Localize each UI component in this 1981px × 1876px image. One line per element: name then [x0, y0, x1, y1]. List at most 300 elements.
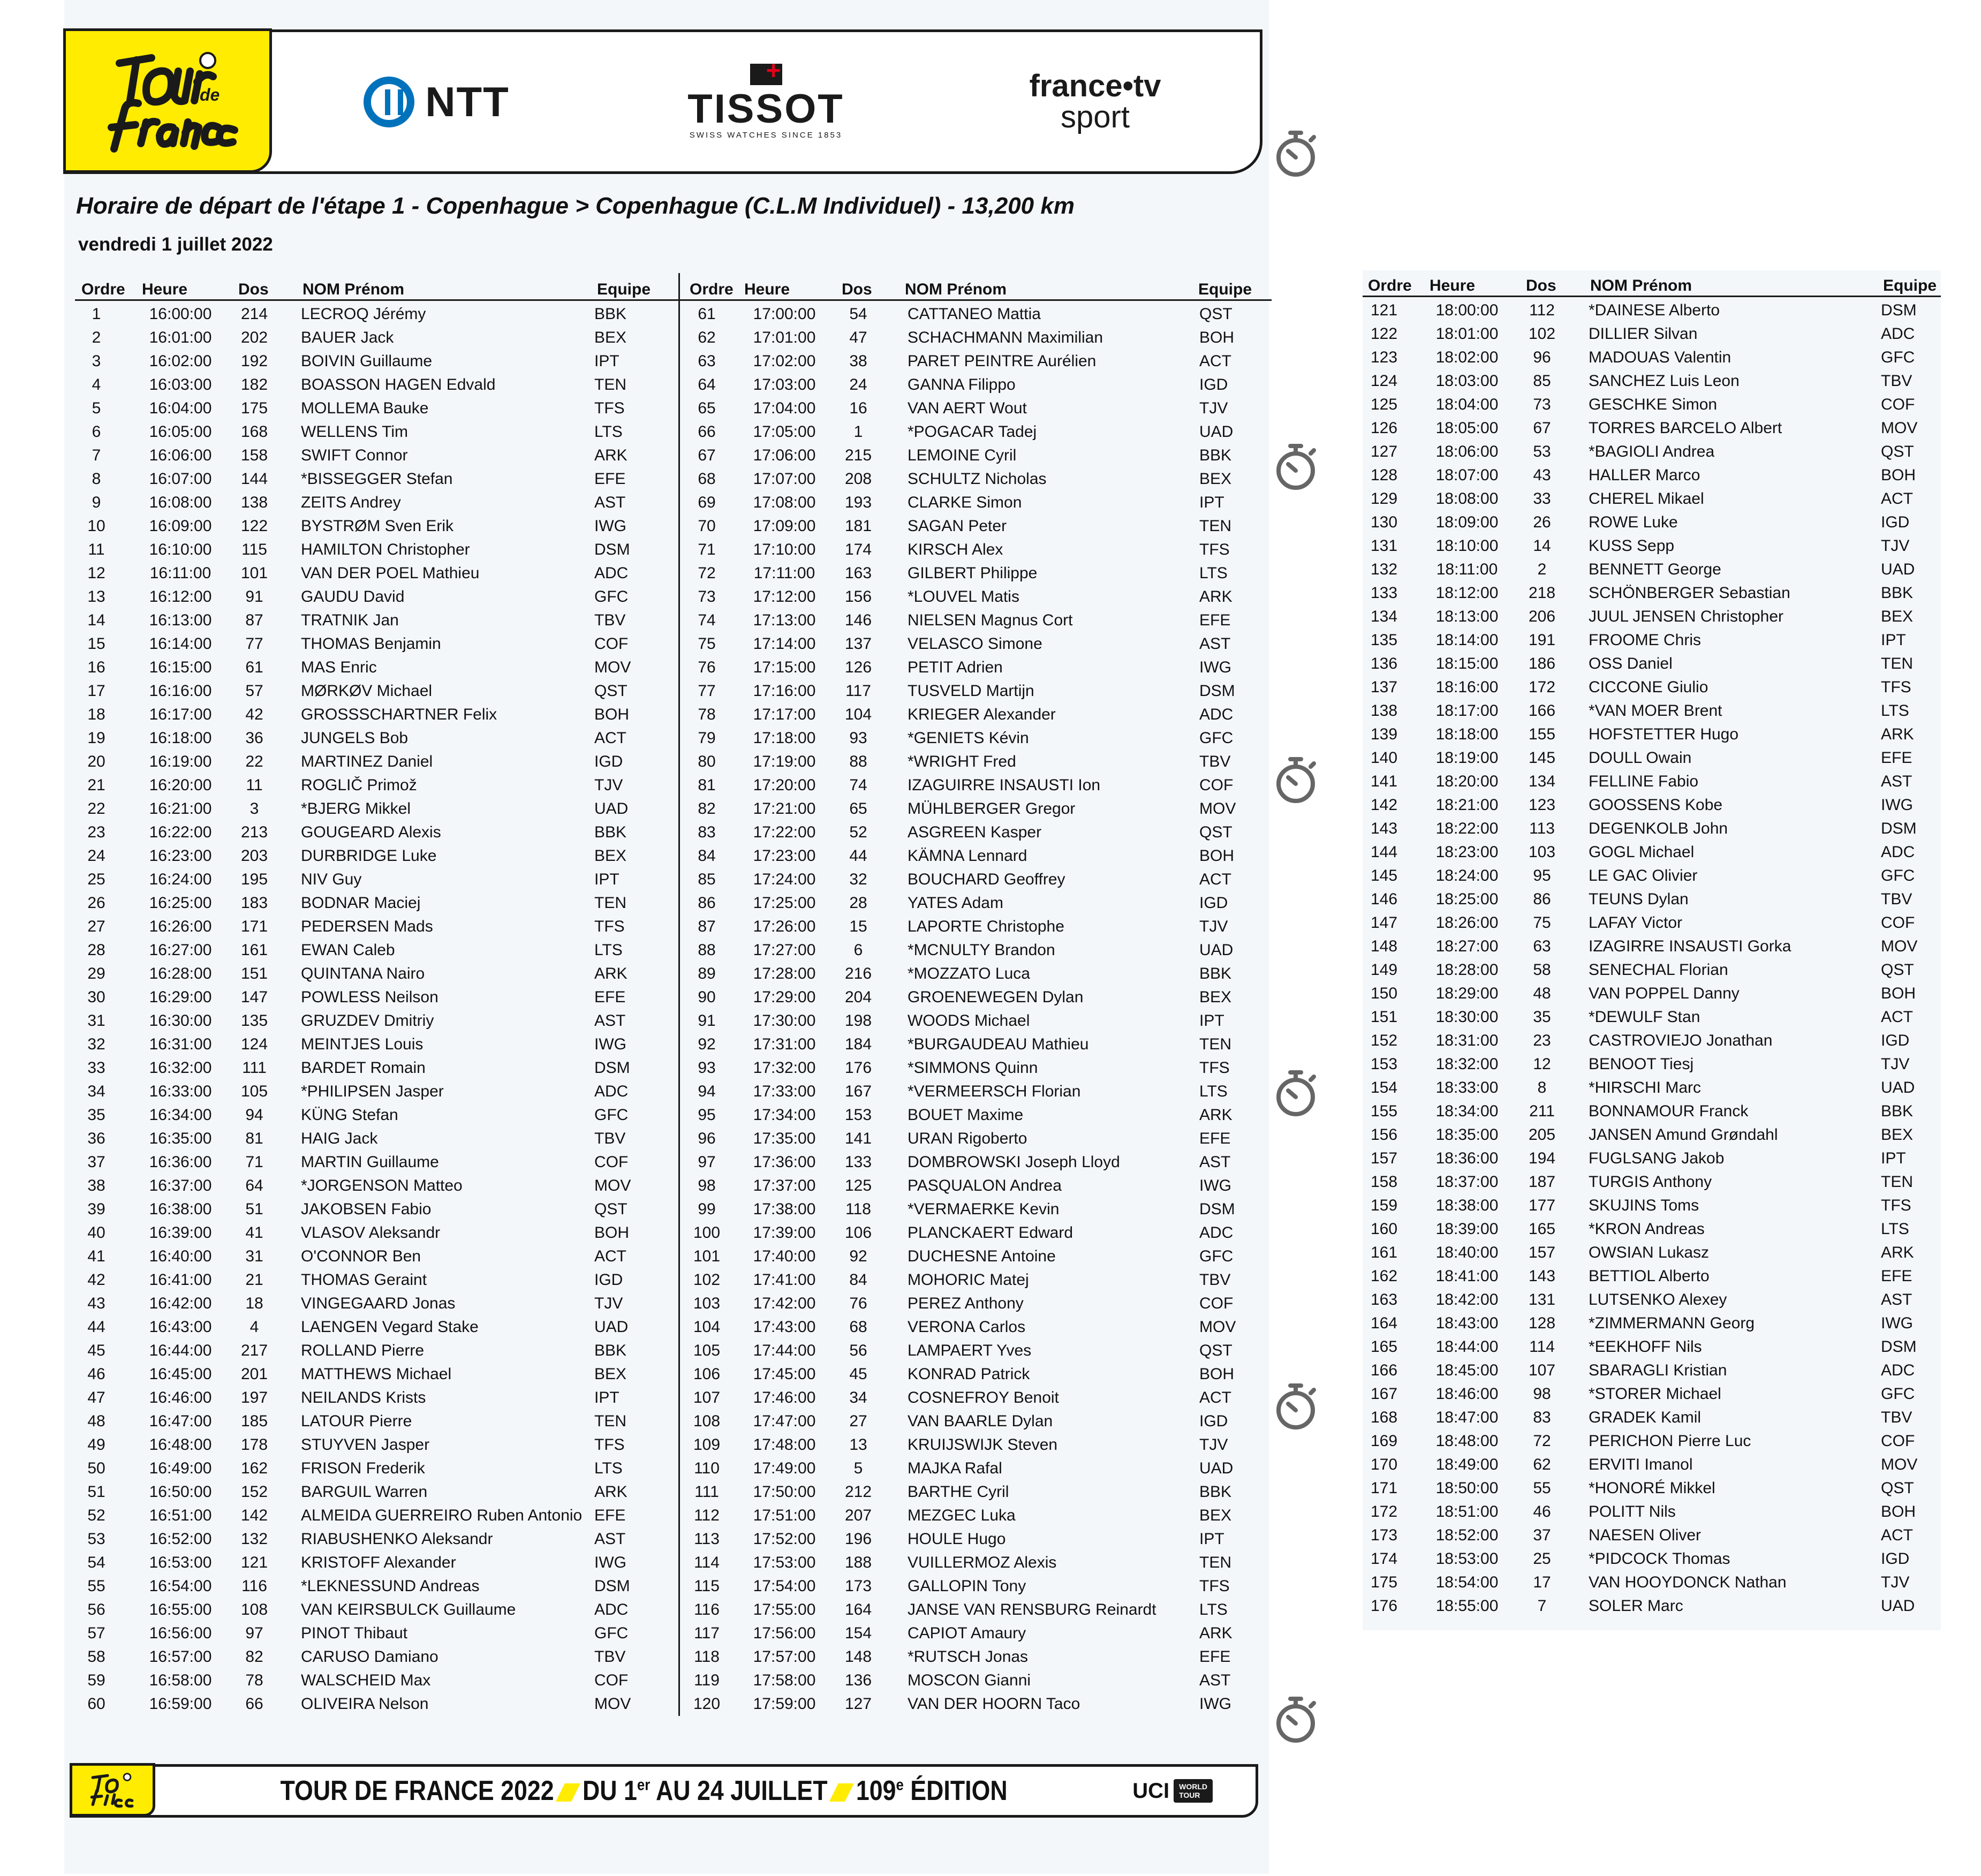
table-row: [75, 1105, 737, 1129]
rider-name: CASTROVIEJO Jonathan: [1589, 1032, 1773, 1049]
table-row: [1363, 536, 1941, 559]
rider-team: ACT: [594, 729, 626, 747]
rider-dos: 71: [245, 1153, 263, 1171]
rider-dos: 28: [849, 894, 867, 912]
table-row: [685, 375, 1272, 398]
rider-heure: 17:10:00: [753, 541, 816, 558]
rider-team: AST: [1199, 635, 1231, 653]
rider-name: SOLER Marc: [1589, 1597, 1683, 1615]
rider-ordre: 147: [1370, 914, 1398, 932]
rider-name: WELLENS Tim: [301, 423, 409, 441]
table-row: [75, 469, 737, 493]
rider-dos: 106: [844, 1224, 872, 1242]
tissot-tagline: SWISS WATCHES SINCE 1853: [689, 131, 843, 140]
rider-name: VAN DER HOORN Taco: [908, 1695, 1080, 1713]
table-row: [685, 869, 1272, 893]
rider-name: SCHACHMANN Maximilian: [908, 329, 1103, 346]
rider-ordre: 10: [87, 517, 105, 535]
rider-team: EFE: [594, 988, 626, 1006]
table-row: [685, 775, 1272, 799]
rider-dos: 138: [240, 494, 268, 511]
rider-ordre: 20: [87, 753, 105, 770]
table-row: [75, 1081, 737, 1105]
table-row: [75, 964, 737, 987]
rider-team: AST: [594, 494, 626, 511]
rider-heure: 16:48:00: [149, 1436, 212, 1454]
rider-name: *BAGIOLI Andrea: [1589, 443, 1715, 460]
table-row: [1363, 1078, 1941, 1101]
rider-ordre: 118: [694, 1648, 720, 1666]
rider-ordre: 110: [694, 1459, 720, 1477]
rider-ordre: 54: [87, 1554, 105, 1571]
rider-dos: 52: [849, 823, 867, 841]
rider-team: IGD: [1881, 513, 1910, 531]
rider-dos: 16: [849, 399, 867, 417]
rider-name: FRISON Frederik: [301, 1459, 425, 1477]
rider-name: BYSTRØM Sven Erik: [301, 517, 454, 535]
rider-team: GFC: [1199, 1247, 1234, 1265]
rider-heure: 16:40:00: [149, 1247, 212, 1265]
rider-heure: 16:17:00: [149, 706, 212, 723]
table-row: [75, 705, 737, 728]
rider-heure: 17:23:00: [753, 847, 816, 865]
rider-team: TFS: [1199, 1059, 1230, 1077]
rider-heure: 18:09:00: [1435, 513, 1499, 531]
rider-name: FELLINE Fabio: [1589, 773, 1699, 790]
rider-name: DILLIER Silvan: [1589, 325, 1698, 343]
rider-ordre: 47: [87, 1389, 105, 1406]
rider-name: PLANCKAERT Edward: [908, 1224, 1073, 1242]
rider-dos: 136: [844, 1671, 872, 1689]
rider-team: DSM: [594, 1577, 630, 1595]
header-ordre: Ordre: [1368, 277, 1412, 294]
rider-heure: 18:03:00: [1435, 372, 1499, 390]
rider-dos: 73: [1533, 396, 1551, 413]
rider-name: BENNETT George: [1589, 561, 1721, 578]
table-row: [75, 1411, 737, 1435]
table-row: [1363, 1360, 1941, 1384]
rider-ordre: 105: [693, 1342, 721, 1359]
rider-heure: 16:43:00: [149, 1318, 212, 1336]
rider-ordre: 158: [1370, 1173, 1398, 1191]
rider-dos: 196: [844, 1530, 872, 1548]
rider-team: BOH: [1881, 1503, 1916, 1521]
rider-name: *JORGENSON Matteo: [301, 1177, 463, 1194]
table-row: [1363, 1549, 1941, 1572]
table-row: [1363, 442, 1941, 465]
table-row: [685, 540, 1272, 563]
rider-dos: 218: [1528, 584, 1556, 602]
rider-ordre: 7: [92, 447, 101, 464]
rider-team: BEX: [1199, 1507, 1232, 1524]
rider-team: ADC: [1199, 706, 1234, 723]
rider-team: MOV: [594, 1695, 631, 1713]
rider-team: BBK: [594, 1342, 627, 1359]
rider-dos: 165: [1528, 1220, 1556, 1238]
rider-heure: 16:27:00: [149, 941, 212, 959]
rider-heure: 17:27:00: [753, 941, 816, 959]
rider-heure: 16:19:00: [149, 753, 212, 770]
rider-dos: 128: [1528, 1314, 1556, 1332]
table-row: [1363, 583, 1941, 607]
rider-dos: 12: [1533, 1055, 1551, 1073]
footer-tdf-logo: [70, 1763, 155, 1817]
rider-heure: 18:28:00: [1435, 961, 1499, 979]
rider-name: SCHULTZ Nicholas: [908, 470, 1047, 488]
rider-team: ARK: [1199, 588, 1233, 606]
table-row: [1363, 1031, 1941, 1054]
rider-dos: 207: [844, 1507, 872, 1524]
rider-heure: 18:35:00: [1435, 1126, 1499, 1144]
rider-dos: 151: [240, 965, 268, 982]
rider-team: TEN: [1881, 1173, 1913, 1191]
footer-dates-start: DU 1: [582, 1775, 637, 1806]
rider-name: *HIRSCHI Marc: [1589, 1079, 1702, 1096]
rider-heure: 18:13:00: [1435, 608, 1499, 625]
table-row: [685, 1529, 1272, 1553]
rider-dos: 115: [241, 541, 267, 558]
rider-name: HOFSTETTER Hugo: [1589, 725, 1739, 743]
table-row: [685, 964, 1272, 987]
table-row: [1363, 1525, 1941, 1549]
rider-dos: 213: [240, 823, 268, 841]
rider-dos: 211: [1529, 1102, 1555, 1120]
rider-ordre: 53: [87, 1530, 105, 1548]
rider-name: DEGENKOLB John: [1589, 820, 1728, 837]
rider-heure: 18:26:00: [1435, 914, 1499, 932]
table-row: [685, 563, 1272, 587]
rider-ordre: 170: [1370, 1456, 1398, 1473]
table-row: [685, 1600, 1272, 1623]
rider-ordre: 23: [87, 823, 105, 841]
rider-name: *LOUVEL Matis: [908, 588, 1019, 606]
rider-team: TJV: [1881, 1055, 1910, 1073]
rider-dos: 217: [240, 1342, 268, 1359]
rider-heure: 18:27:00: [1435, 937, 1499, 955]
rider-team: TFS: [594, 918, 625, 935]
rider-heure: 17:59:00: [753, 1695, 816, 1713]
rider-name: NEILANDS Krists: [301, 1389, 426, 1406]
rider-heure: 18:07:00: [1435, 466, 1499, 484]
footer-tagline: [224, 1775, 1064, 1807]
rider-team: IGD: [1199, 376, 1228, 394]
table-row: [1363, 795, 1941, 819]
rider-team: GFC: [594, 588, 629, 606]
rider-ordre: 106: [693, 1365, 721, 1383]
rider-team: GFC: [594, 1106, 629, 1124]
rider-ordre: 126: [1370, 419, 1398, 437]
rider-dos: 124: [240, 1035, 268, 1053]
table-row: [685, 1105, 1272, 1129]
rider-ordre: 133: [1370, 584, 1398, 602]
rider-heure: 18:19:00: [1435, 749, 1499, 767]
rider-name: BARTHE Cyril: [908, 1483, 1009, 1501]
rider-dos: 162: [240, 1459, 268, 1477]
rider-ordre: 34: [87, 1083, 105, 1100]
rider-name: MEZGEC Luka: [908, 1507, 1016, 1524]
rider-team: BEX: [1199, 988, 1232, 1006]
rider-dos: 35: [1533, 1008, 1551, 1026]
rider-team: BBK: [1199, 447, 1232, 464]
rider-dos: 133: [844, 1153, 872, 1171]
header-dos: Dos: [1526, 277, 1556, 294]
rider-ordre: 172: [1370, 1503, 1398, 1521]
rider-name: VAN KEIRSBULCK Guillaume: [301, 1601, 516, 1618]
rider-dos: 18: [245, 1295, 263, 1312]
rider-ordre: 108: [693, 1412, 721, 1430]
rider-ordre: 90: [698, 988, 716, 1006]
rider-heure: 18:10:00: [1435, 537, 1499, 555]
rider-team: BOH: [594, 1224, 630, 1242]
rider-heure: 16:01:00: [149, 329, 212, 346]
rider-heure: 17:39:00: [753, 1224, 816, 1242]
rider-team: UAD: [1881, 1079, 1915, 1096]
table-row: [1363, 1455, 1941, 1478]
table-row: [1363, 1101, 1941, 1125]
rider-ordre: 164: [1370, 1314, 1398, 1332]
rider-name: PETIT Adrien: [908, 659, 1003, 676]
rider-heure: 18:12:00: [1435, 584, 1499, 602]
table-row: [685, 1670, 1272, 1694]
rider-name: HALLER Marco: [1589, 466, 1700, 484]
table-row: [1363, 842, 1941, 866]
rider-name: *MCNULTY Brandon: [908, 941, 1055, 959]
rider-heure: 18:51:00: [1435, 1503, 1499, 1521]
rider-heure: 17:24:00: [753, 871, 816, 888]
table-row: [75, 893, 737, 917]
rider-team: BBK: [1881, 584, 1914, 602]
rider-name: MOLLEMA Bauke: [301, 399, 429, 417]
rider-dos: 163: [844, 564, 872, 582]
rider-name: SANCHEZ Luis Leon: [1589, 372, 1740, 390]
rider-team: TBV: [594, 611, 626, 629]
rider-name: *STORER Michael: [1589, 1385, 1721, 1403]
rider-dos: 102: [1528, 325, 1556, 343]
uci-worldtour-badge: [1174, 1779, 1213, 1803]
rider-name: TORRES BARCELO Albert: [1589, 419, 1782, 437]
rider-dos: 95: [1533, 867, 1551, 884]
rider-team: TEN: [1199, 1554, 1231, 1571]
rider-team: COF: [594, 1671, 629, 1689]
rider-ordre: 94: [698, 1083, 716, 1100]
rider-dos: 113: [1529, 820, 1555, 837]
rider-team: ARK: [1881, 1244, 1914, 1261]
header-nom: NOM Prénom: [303, 281, 405, 298]
rider-ordre: 117: [694, 1624, 720, 1642]
rider-heure: 16:26:00: [149, 918, 212, 935]
rider-heure: 18:32:00: [1435, 1055, 1499, 1073]
rider-dos: 4: [249, 1318, 259, 1336]
table-row: [1363, 1408, 1941, 1431]
sponsor-tissot: [601, 64, 931, 140]
rider-ordre: 27: [87, 918, 105, 935]
table-row: [685, 752, 1272, 775]
rider-team: IPT: [594, 352, 619, 370]
rider-team: MOV: [1199, 1318, 1236, 1336]
rider-heure: 17:11:00: [753, 564, 815, 582]
rider-dos: 86: [1533, 890, 1551, 908]
table-row: [685, 1435, 1272, 1458]
rider-dos: 164: [844, 1601, 872, 1618]
rider-heure: 16:09:00: [149, 517, 212, 535]
rider-dos: 173: [844, 1577, 872, 1595]
rider-team: TFS: [1199, 541, 1230, 558]
rider-dos: 11: [246, 776, 263, 794]
rider-heure: 18:14:00: [1435, 631, 1499, 649]
rider-team: QST: [1199, 823, 1233, 841]
table-row: [75, 445, 737, 469]
table-row: [685, 587, 1272, 610]
table-row: [685, 1176, 1272, 1199]
rider-name: MATTHEWS Michael: [301, 1365, 452, 1383]
table-row: [75, 1529, 737, 1553]
rider-heure: 16:03:00: [149, 376, 212, 394]
table-row: [685, 610, 1272, 634]
rider-dos: 166: [1528, 702, 1556, 720]
rider-team: AST: [594, 1530, 626, 1548]
rider-team: UAD: [1199, 941, 1234, 959]
rider-dos: 142: [240, 1507, 268, 1524]
rider-dos: 197: [240, 1389, 268, 1406]
table-row: [685, 1364, 1272, 1388]
rider-name: MAS Enric: [301, 659, 377, 676]
rider-dos: 22: [245, 753, 263, 770]
rider-heure: 16:41:00: [149, 1271, 212, 1289]
rider-name: *RUTSCH Jonas: [908, 1648, 1029, 1666]
rider-heure: 17:14:00: [753, 635, 816, 653]
rider-team: TJV: [1881, 537, 1910, 555]
rider-ordre: 140: [1370, 749, 1398, 767]
rider-ordre: 123: [1370, 349, 1398, 366]
rider-ordre: 163: [1370, 1291, 1398, 1308]
table-header: [1363, 275, 1941, 297]
rider-team: BOH: [1881, 466, 1916, 484]
rider-heure: 17:04:00: [753, 399, 816, 417]
rider-dos: 206: [1528, 608, 1556, 625]
rider-ordre: 138: [1370, 702, 1398, 720]
rider-heure: 18:17:00: [1435, 702, 1499, 720]
rider-dos: 155: [1528, 725, 1556, 743]
table-row: [1363, 724, 1941, 748]
table-row: [1363, 819, 1941, 842]
rider-ordre: 66: [698, 423, 716, 441]
yellow-separator: [829, 1783, 854, 1802]
rider-dos: 198: [844, 1012, 872, 1030]
rider-team: UAD: [1881, 561, 1915, 578]
table-row: [75, 1458, 737, 1482]
rider-team: TEN: [1199, 517, 1231, 535]
rider-name: *DEWULF Stan: [1589, 1008, 1700, 1026]
rider-dos: 96: [1533, 349, 1551, 366]
table-row: [685, 1482, 1272, 1506]
header-ordre: Ordre: [690, 281, 734, 298]
table-row: [1363, 1313, 1941, 1337]
rider-team: TBV: [594, 1648, 626, 1666]
rider-heure: 17:46:00: [753, 1389, 816, 1406]
rider-dos: 93: [849, 729, 867, 747]
rider-ordre: 145: [1370, 867, 1398, 884]
rider-dos: 13: [849, 1436, 867, 1454]
rider-heure: 17:21:00: [753, 800, 816, 818]
table-row: [1363, 1478, 1941, 1502]
table-row: [685, 1034, 1272, 1058]
rider-dos: 31: [245, 1247, 263, 1265]
rider-name: DURBRIDGE Luke: [301, 847, 437, 865]
rider-ordre: 60: [87, 1695, 105, 1713]
rider-heure: 18:05:00: [1435, 419, 1499, 437]
rider-ordre: 28: [87, 941, 105, 959]
rider-ordre: 71: [698, 541, 716, 558]
rider-team: TBV: [1199, 1271, 1231, 1289]
rider-dos: 92: [849, 1247, 867, 1265]
rider-ordre: 96: [698, 1130, 716, 1147]
rider-ordre: 135: [1370, 631, 1398, 649]
table-row: [1363, 1243, 1941, 1266]
rider-heure: 16:47:00: [149, 1412, 212, 1430]
rider-team: BOH: [1199, 1365, 1235, 1383]
rider-heure: 17:28:00: [753, 965, 816, 982]
table-row: [685, 1152, 1272, 1176]
rider-ordre: 61: [698, 305, 716, 323]
sponsor-bar: [63, 29, 1262, 174]
rider-name: LE GAC Olivier: [1589, 867, 1698, 884]
rider-ordre: 19: [87, 729, 105, 747]
rider-name: *EEKHOFF Nils: [1589, 1338, 1702, 1356]
rider-dos: 84: [849, 1271, 867, 1289]
rider-ordre: 82: [698, 800, 716, 818]
rider-heure: 16:29:00: [149, 988, 212, 1006]
rider-dos: 78: [245, 1671, 263, 1689]
rider-heure: 18:21:00: [1435, 796, 1499, 814]
table-row: [75, 422, 737, 445]
rider-dos: 6: [853, 941, 863, 959]
rider-name: VLASOV Aleksandr: [301, 1224, 441, 1242]
rider-team: IGD: [1199, 894, 1228, 912]
rider-ordre: 81: [698, 776, 716, 794]
rider-team: ACT: [594, 1247, 626, 1265]
rider-team: MOV: [1881, 937, 1918, 955]
table-row: [685, 445, 1272, 469]
rider-dos: 66: [245, 1695, 263, 1713]
rider-team: BOH: [1199, 847, 1235, 865]
rider-dos: 146: [844, 611, 872, 629]
rider-team: TEN: [1881, 655, 1913, 672]
rider-dos: 38: [849, 352, 867, 370]
rider-team: BBK: [1199, 1483, 1232, 1501]
rider-ordre: 151: [1370, 1008, 1398, 1026]
yellow-separator: [556, 1783, 580, 1802]
table-row: [75, 375, 737, 398]
rider-name: GRUZDEV Dmitriy: [301, 1012, 434, 1030]
rider-ordre: 109: [693, 1436, 721, 1454]
rider-team: QST: [1881, 443, 1914, 460]
table-row: [685, 681, 1272, 705]
rider-name: HOULE Hugo: [908, 1530, 1006, 1548]
table-header: [685, 278, 1272, 301]
rider-team: MOV: [594, 1177, 631, 1194]
rider-heure: 16:02:00: [149, 352, 212, 370]
table-row: [75, 304, 737, 328]
rider-ordre: 79: [698, 729, 716, 747]
table-row: [685, 516, 1272, 540]
table-row: [685, 634, 1272, 657]
rider-name: ROGLIČ Primož: [301, 776, 417, 794]
rider-team: TBV: [1881, 372, 1912, 390]
rider-dos: 178: [240, 1436, 268, 1454]
rider-name: MARTINEZ Daniel: [301, 753, 433, 770]
rider-name: MOSCON Gianni: [908, 1671, 1031, 1689]
table-body: [75, 304, 737, 1718]
